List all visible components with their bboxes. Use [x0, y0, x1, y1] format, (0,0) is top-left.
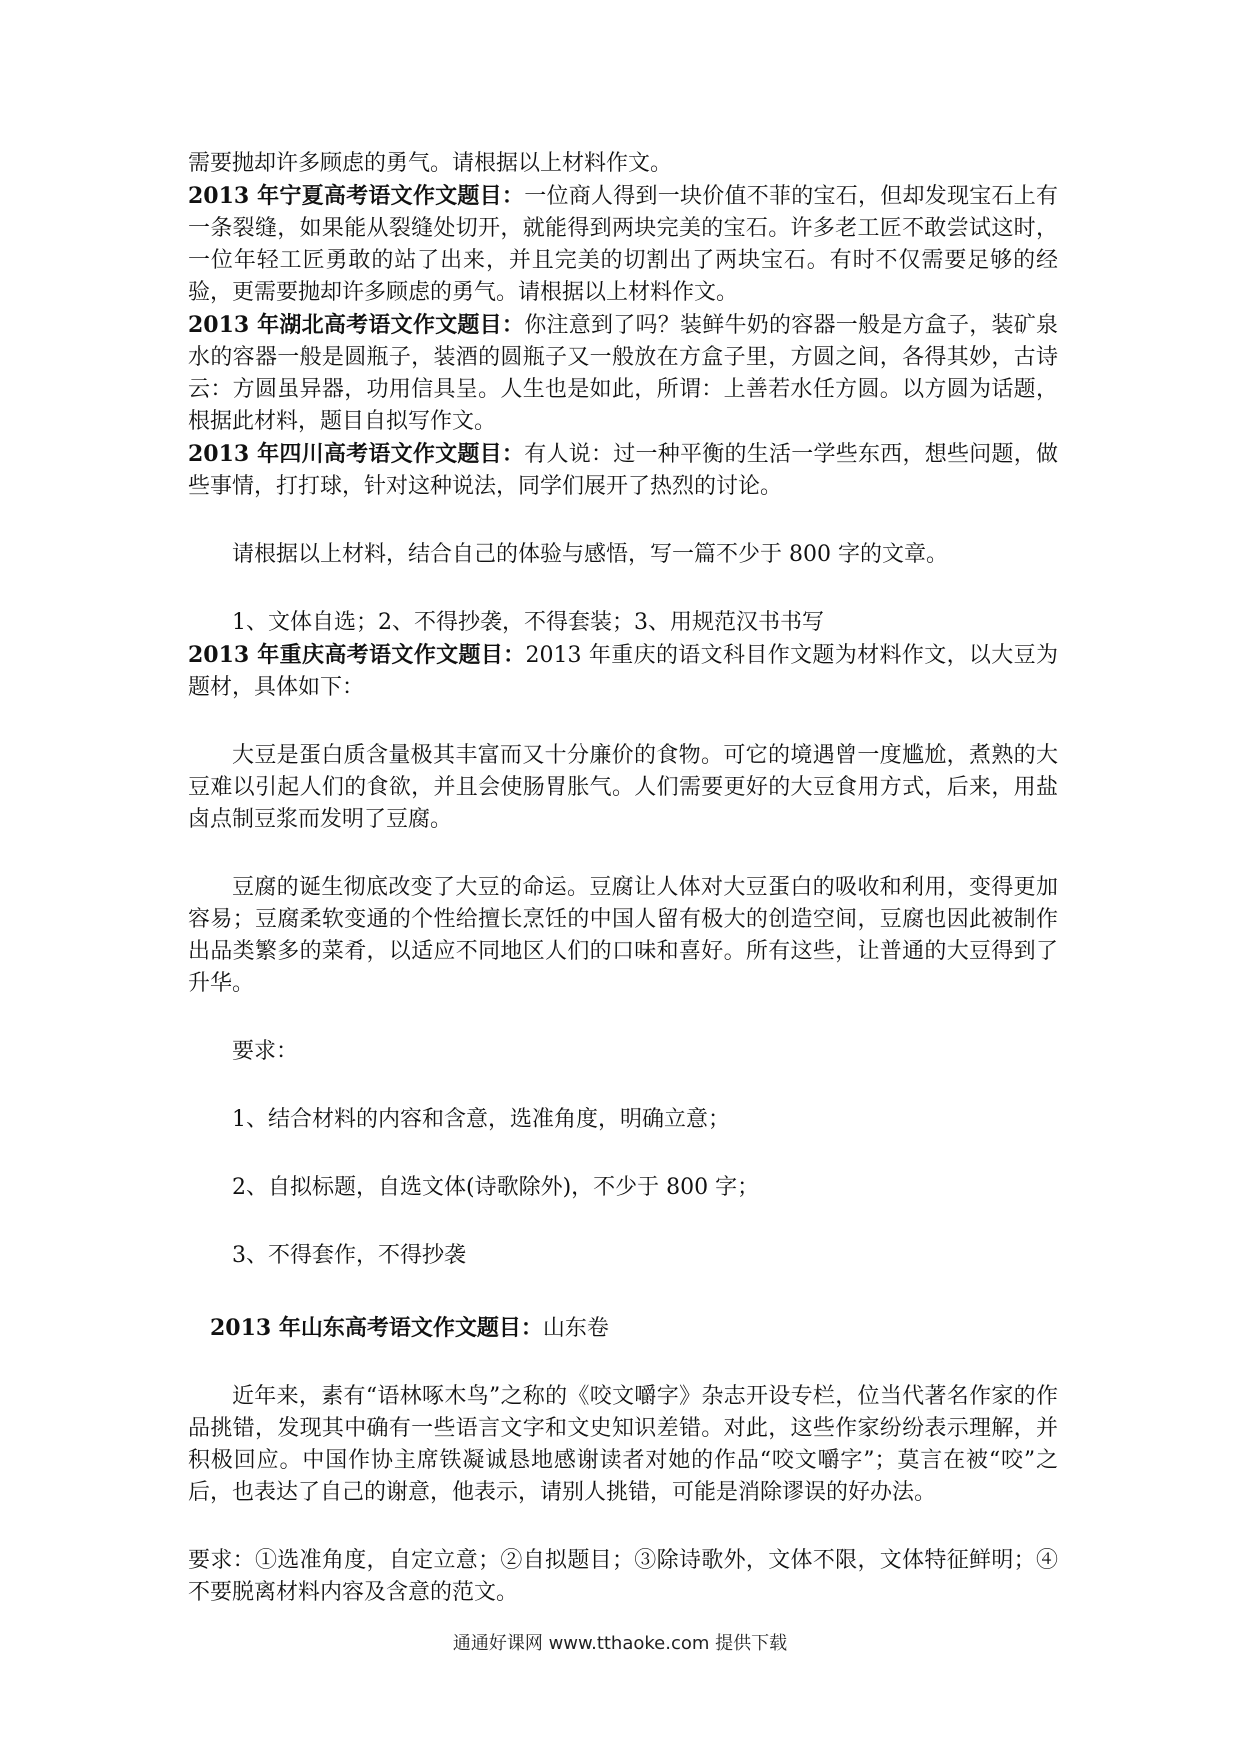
- spacer: [188, 1509, 1058, 1545]
- ningxia-heading: 2013 年宁夏高考语文作文题目：: [188, 183, 525, 209]
- spacer: [188, 1204, 1058, 1240]
- sichuan-heading: 2013 年四川高考语文作文题目：: [188, 441, 525, 467]
- spacer: [188, 836, 1058, 872]
- chongqing-material-1: 大豆是蛋白质含量极其丰富而又十分廉价的食物。可它的境遇曾一度尴尬，煮熟的大豆难以引起人们的食欲，并且会使肠胃胀气。人们需要更好的大豆食用方式，后来，用盐卤点制豆浆而发明了豆腐。: [188, 743, 1058, 832]
- shandong-heading: 2013 年山东高考语文作文题目：: [210, 1315, 543, 1341]
- spacer: [188, 1272, 1058, 1312]
- hubei-heading: 2013 年湖北高考语文作文题目：: [188, 312, 525, 338]
- spacer: [188, 571, 1058, 607]
- spacer: [188, 1000, 1058, 1036]
- chongqing-requirement-1: 1、结合材料的内容和含意，选准角度，明确立意；: [232, 1107, 730, 1132]
- chongqing-material-2: 豆腐的诞生彻底改变了大豆的命运。豆腐让人体对大豆蛋白的吸收和利用，变得更加容易；豆腐柔软变通的个性给擅长烹饪的中国人留有极大的创造空间，豆腐也因此被制作出品类繁多的菜肴，以适应不同地区人们的口味和喜好。所有这些，让普通的大豆得到了升华。: [188, 875, 1058, 996]
- shandong-label: 山东卷: [542, 1316, 609, 1341]
- chongqing-section: [188, 639, 1058, 704]
- spacer: [188, 1136, 1058, 1172]
- hubei-section: [188, 309, 1058, 438]
- sichuan-text: 有人说：过一种平衡的生活一学些东西，想些问题，做些事情，打打球，针对这种说法，同学们展开了热烈的讨论。: [188, 442, 1058, 499]
- chongqing-heading: 2013 年重庆高考语文作文题目：: [188, 642, 526, 668]
- document-body: [188, 148, 1058, 1609]
- chongqing-requirement-label: 要求：: [232, 1039, 299, 1064]
- hubei-text: 你注意到了吗？装鲜牛奶的容器一般是方盒子，装矿泉水的容器一般是圆瓶子，装酒的圆瓶子又一般放在方盒子里，方圆之间，各得其妙，古诗云：方圆虽异器，功用信具呈。人生也是如此，所谓：上善若水任方圆。以方圆为话题，根据此材料，题目自拟写作文。: [188, 313, 1058, 434]
- sichuan-requirement: 请根据以上材料，结合自己的体验与感悟，写一篇不少于 800 字的文章。: [232, 542, 948, 567]
- chongqing-requirement-2: 2、自拟标题，自选文体(诗歌除外)，不少于 800 字；: [232, 1175, 760, 1200]
- page-footer: 通通好课网 www.tthaoke.com 提供下载: [452, 1633, 788, 1654]
- sichuan-rules: 1、文体自选；2、不得抄袭，不得套装；3、用规范汉书书写: [232, 610, 824, 635]
- chongqing-text: 2013 年重庆的语文科目作文题为材料作文，以大豆为题材，具体如下：: [188, 643, 1059, 700]
- spacer: [188, 1068, 1058, 1104]
- shandong-section: [188, 1312, 1058, 1345]
- spacer: [188, 704, 1058, 740]
- chongqing-requirement-3: 3、不得套作，不得抄袭: [232, 1243, 466, 1268]
- spacer: [188, 1345, 1058, 1381]
- spacer: [188, 503, 1058, 539]
- shandong-requirement: 要求：①选准角度，自定立意；②自拟题目；③除诗歌外，文体不限，文体特征鲜明；④不要脱离材料内容及含意的范文。: [188, 1548, 1058, 1605]
- sichuan-section: [188, 438, 1058, 503]
- paragraph-intro: 需要抛却许多顾虑的勇气。请根据以上材料作文。: [188, 151, 673, 176]
- ningxia-text: 一位商人得到一块价值不菲的宝石，但却发现宝石上有一条裂缝，如果能从裂缝处切开，就能得到两块完美的宝石。许多老工匠不敢尝试这时，一位年轻工匠勇敢的站了出来，并且完美的切割出了两块宝石。有时不仅需要足够的经验，更需要抛却许多顾虑的勇气。请根据以上材料作文。: [188, 184, 1058, 305]
- shandong-material: 近年来，素有“语林啄木鸟”之称的《咬文嚼字》杂志开设专栏，位当代著名作家的作品挑错，发现其中确有一些语言文字和文史知识差错。对此，这些作家纷纷表示理解，并积极回应。中国作协主席铁凝诚恳地感谢读者对她的作品“咬文嚼字”；莫言在被“咬”之后，也表达了自己的谢意，他表示，请别人挑错，可能是消除谬误的好办法。: [188, 1384, 1058, 1505]
- ningxia-section: [188, 180, 1058, 309]
